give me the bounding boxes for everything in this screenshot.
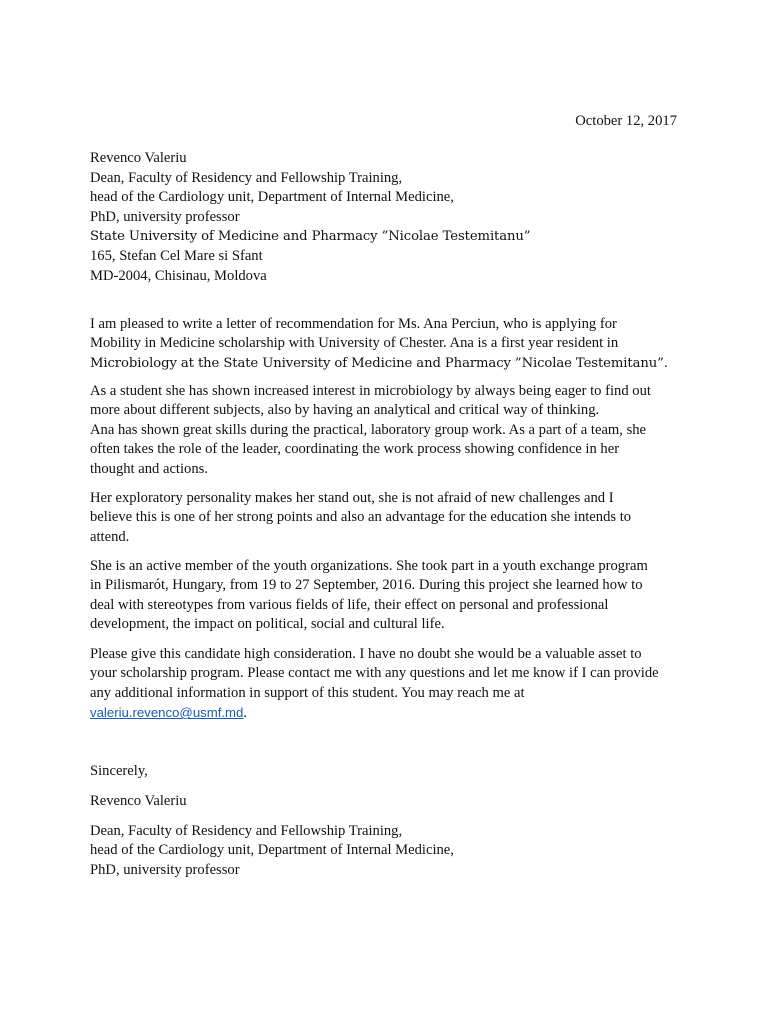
email-trailing-period: . [243, 705, 248, 722]
signer-titles [90, 822, 690, 880]
paragraph-line: As a student she has shown increased interest in microbiology by always being eager to find out [90, 383, 651, 399]
paragraph-line: development, the impact on political, social and cultural life. [90, 616, 445, 633]
paragraph-line: often takes the role of the leader, coordinating the work process showing confidence in her [90, 441, 620, 458]
recipient-title-line: PhD, university professor [90, 208, 240, 225]
letter-date: October 12, 2017 [575, 113, 677, 129]
paragraph-line: thought and actions. [90, 460, 208, 477]
signer-title-line: Dean, Faculty of Residency and Fellowship Training, [90, 823, 403, 839]
signer-name: Revenco Valeriu [90, 793, 187, 809]
recipient-title-line: Dean, Faculty of Residency and Fellowship Training, [90, 169, 403, 186]
paragraph-personality [90, 489, 690, 547]
paragraph-line: She is an active member of the youth organizations. She took part in a youth exchange program [90, 558, 648, 574]
paragraph-introduction [90, 315, 690, 373]
paragraph-line: Please give this candidate high consideration. I have no doubt she would be a valuable asset to [90, 646, 642, 662]
paragraph-line: Mobility in Medicine scholarship with University of Chester. Ana is a first year resident in [90, 335, 619, 352]
paragraph-line: your scholarship program. Please contact me with any questions and let me know if I can provide [90, 665, 659, 682]
signer-title-line: head of the Cardiology unit, Department of Internal Medicine, [90, 842, 454, 859]
recipient-title-line: head of the Cardiology unit, Department of Internal Medicine, [90, 189, 454, 206]
paragraph-line: Ana has shown great skills during the practical, laboratory group work. As a part of a team, she [90, 421, 647, 438]
closing-salutation: Sincerely, [90, 763, 148, 779]
recipient-address [90, 149, 690, 286]
paragraph-line: more about different subjects, also by having an analytical and critical way of thinking. [90, 402, 600, 419]
paragraph-skills [90, 382, 690, 479]
contact-email-link[interactable]: valeriu.revenco@usmf.md [90, 705, 244, 721]
paragraph-line: in Pilismarót, Hungary, from 19 to 27 September, 2016. During this project she learned how to [90, 577, 643, 594]
paragraph-line: believe this is one of her strong points and also an advantage for the education she intends to [90, 509, 632, 526]
recipient-institution: State University of Medicine and Pharmacy ”Nicolae Testemitanu” [90, 229, 531, 245]
recipient-street: 165, Stefan Cel Mare si Sfant [90, 247, 263, 264]
recipient-city: MD-2004, Chisinau, Moldova [90, 267, 267, 284]
paragraph-line: deal with stereotypes from various fields of life, their effect on personal and professional [90, 596, 609, 613]
paragraph-activities [90, 557, 690, 635]
email-line [90, 703, 690, 723]
recipient-name: Revenco Valeriu [90, 150, 187, 166]
paragraph-conclusion [90, 645, 690, 724]
paragraph-line: any additional information in support of this student. You may reach me at [90, 684, 525, 701]
paragraph-line: I am pleased to write a letter of recommendation for Ms. Ana Perciun, who is applying for [90, 316, 617, 332]
paragraph-line: Her exploratory personality makes her stand out, she is not afraid of new challenges and I [90, 490, 614, 506]
paragraph-line: Microbiology at the State University of Medicine and Pharmacy ”Nicolae Testemitanu”. [90, 355, 668, 371]
signer-title-line: PhD, university professor [90, 861, 240, 878]
paragraph-line: attend. [90, 528, 130, 545]
